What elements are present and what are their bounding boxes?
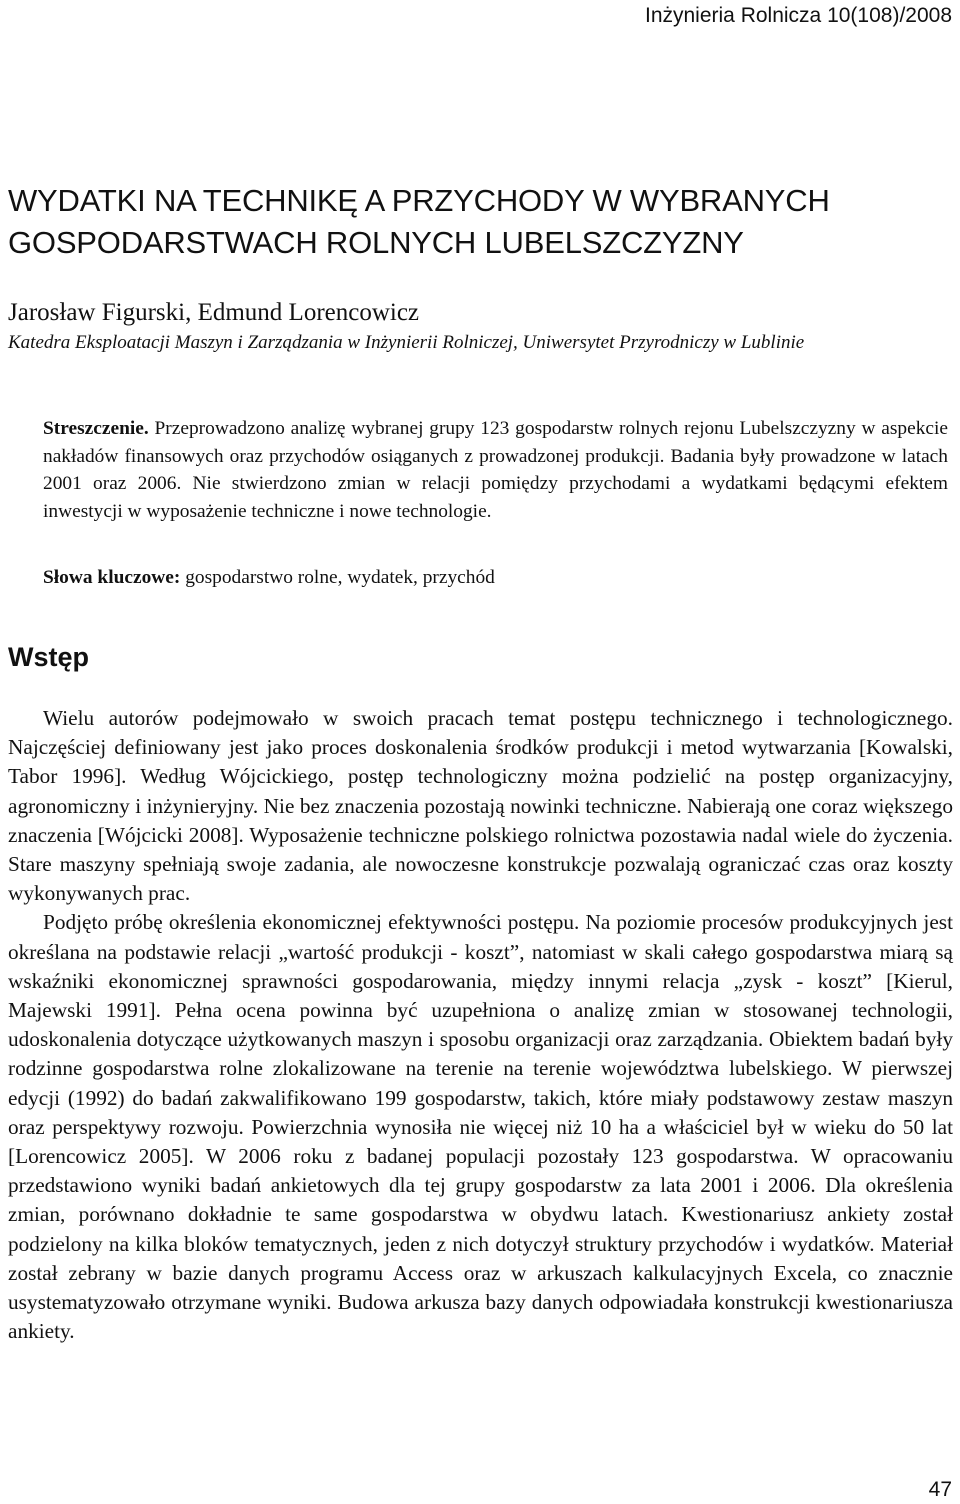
affiliation: Katedra Eksploatacji Maszyn i Zarządzania w Inżynierii Rolniczej, Uniwersytet Przyrodniczy w Lublinie	[8, 332, 805, 353]
page-number: 47	[928, 1478, 952, 1501]
paragraph: Wielu autorów podejmowało w swoich pracach temat postępu technicznego i technologicznego. Najczęściej definiowany jest jako proces doskonalenia środków produkcji i metod wytwarzania [Kowalski, Tabor 1996]. Według Wójcickiego, postęp technologiczny można podzielić na postęp organizacyjny, agronomiczny i inżynieryjny. Nie bez znaczenia pozostają nowinki techniczne. Nabierają one coraz większego znaczenia [Wójcicki 2008]. Wyposażenie techniczne polskiego rolnictwa pozostawia nadal wiele do życzenia. Stare maszyny spełniają swoje zadania, ale nowoczesne konstrukcje pozwalają ograniczać czas oraz koszty wykonywanych prac.	[8, 706, 953, 906]
abstract	[43, 415, 948, 525]
body-text	[8, 704, 953, 1346]
authors: Jarosław Figurski, Edmund Lorencowicz	[8, 299, 420, 326]
keywords	[43, 564, 495, 591]
paragraph: Podjęto próbę określenia ekonomicznej efektywności postępu. Na poziomie procesów produkcyjnych jest określana na podstawie relacji „wartość produkcji - koszt”, natomiast w skali całego gospodarstwa miarą są wskaźniki ekonomicznej sprawności gospodarowania, między innymi relacja „zysk - koszt” [Kierul, Majewski 1991]. Pełna ocena powinna być uzupełniona o analizę zmian w stosowanej technologii, udoskonalenia dotyczące użytkowanych maszyn i sposobu organizacji oraz zarządzania. Obiektem badań były rodzinne gospodarstwa rolne zlokalizowane na terenie na terenie województwa lubelskiego. W pierwszej edycji (1992) do badań zakwalifikowano 199 gospodarstw, takich, które miały podstawowy zestaw maszyn oraz perspektywy rozwoju. Powierzchnia wynosiła nie więcej niż 10 ha a właściciel był w wieku do 50 lat [Lorencowicz 2005]. W 2006 roku z badanej populacji pozostały 123 gospodarstwa. W opracowaniu przedstawiono wyniki badań ankietowych dla tej grupy gospodarstw za lata 2001 i 2006. Dla określenia zmian, porównano dokładnie te same gospodarstwa w obydwu latach. Kwestionariusz ankiety został podzielony na kilka bloków tematycznych, jeden z nich dotyczył struktury przychodów i wydatków. Materiał został zebrany w bazie danych programu Access oraz w arkuszach kalkulacyjnych Excela, co znacznie usystematyzowało otrzymane wyniki. Budowa arkusza bazy danych odpowiadała konstrukcji kwestionariusza ankiety.	[8, 910, 953, 1344]
keywords-label: Słowa kluczowe:	[43, 567, 181, 588]
section-heading: Wstęp	[8, 642, 89, 672]
abstract-label: Streszczenie.	[43, 418, 149, 439]
article-title: WYDATKI NA TECHNIKĘ A PRZYCHODY W WYBRANYCH GOSPODARSTWACH ROLNYCH LUBELSZCZYZNY	[8, 183, 830, 260]
keywords-text: gospodarstwo rolne, wydatek, przychód	[185, 567, 495, 588]
abstract-text: Przeprowadzono analizę wybranej grupy 123 gospodarstw rolnych rejonu Lubelszczyzny w aspekcie nakładów finansowych oraz przychodów osiąganych z prowadzonej produkcji. Badania były prowadzone w latach 2001 oraz 2006. Nie stwierdzono zmian w relacji pomiędzy przychodami a wydatkami będącymi efektem inwestycji w wyposażenie techniczne i nowe technologie.	[43, 418, 948, 522]
running-header: Inżynieria Rolnicza 10(108)/2008	[644, 4, 952, 27]
